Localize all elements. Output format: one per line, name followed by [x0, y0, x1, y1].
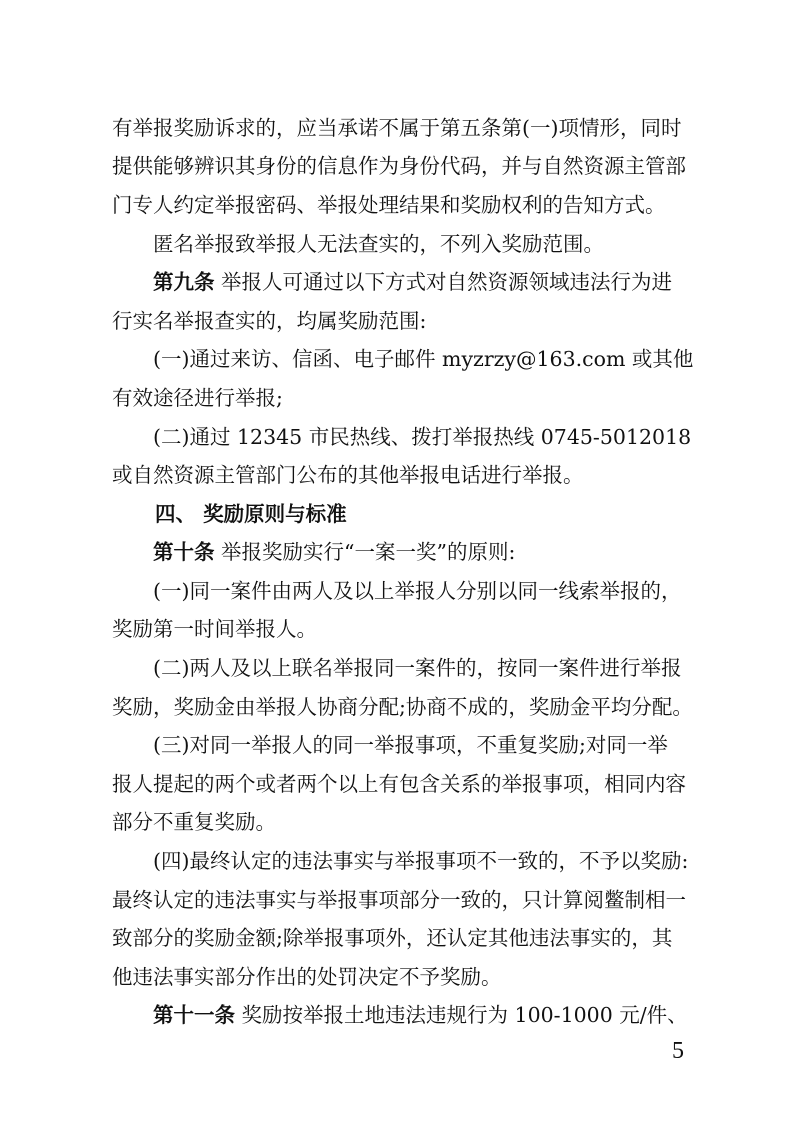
line-text: 门专人约定举报密码、举报处理结果和奖励权利的告知方式。	[112, 193, 666, 217]
text-line	[153, 846, 733, 876]
line-text: (四)最终认定的违法事实与举报事项不一致的，不予以奖励:	[153, 849, 689, 873]
text-line	[153, 422, 733, 452]
line-text: 举报人可通过以下方式对自然资源领域违法行为进	[214, 270, 673, 294]
text-line	[112, 383, 692, 413]
line-text: 或自然资源主管部门公布的其他举报电话进行举报。	[112, 463, 584, 487]
section-heading	[155, 499, 735, 529]
line-text: 有效途径进行举报;	[112, 386, 283, 410]
line-text: 举报奖励实行“一案一奖”的原则:	[214, 540, 516, 564]
line-text: 奖励，奖励金由举报人协商分配;协商不成的，奖励金平均分配。	[112, 695, 693, 719]
text-line	[112, 962, 692, 992]
article-10-line	[153, 537, 733, 567]
text-line	[153, 730, 733, 760]
line-text: (一)通过来访、信函、电子邮件 myzrzy@163.com 或其他	[153, 347, 694, 371]
line-text: 匿名举报致举报人无法查实的，不列入奖励范围。	[153, 232, 604, 256]
article-9-line	[153, 267, 733, 297]
text-line	[112, 807, 692, 837]
text-line	[112, 151, 692, 181]
text-line	[112, 113, 692, 143]
text-line	[112, 885, 692, 915]
line-text: 有举报奖励诉求的，应当承诺不属于第五条第(一)项情形，同时	[112, 116, 682, 140]
text-line	[153, 344, 733, 374]
line-text: 奖励第一时间举报人。	[112, 617, 317, 641]
text-line	[153, 229, 733, 259]
text-line	[112, 460, 692, 490]
article-label: 第十条	[153, 540, 215, 564]
line-text: 四、 奖励原则与标准	[155, 502, 347, 526]
line-text: 报人提起的两个或者两个以上有包含关系的举报事项，相同内容	[112, 772, 686, 796]
line-text: 最终认定的违法事实与举报事项部分一致的，只计算阅鳖制相一	[112, 888, 686, 912]
line-text: (三)对同一举报人的同一举报事项，不重复奖励;对同一举	[153, 733, 668, 757]
article-label: 第十一条	[153, 1003, 235, 1027]
text-line	[112, 614, 692, 644]
line-text: (二)通过 12345 市民热线、拨打举报热线 0745-5012018	[153, 425, 692, 449]
line-text: 部分不重复奖励。	[112, 810, 276, 834]
article-label: 第九条	[153, 270, 215, 294]
text-line	[112, 769, 692, 799]
line-text: 提供能够辨识其身份的信息作为身份代码，并与自然资源主管部	[112, 154, 686, 178]
line-text: 奖励按举报土地违法违规行为 100-1000 元/件、	[235, 1003, 688, 1027]
text-line	[112, 692, 692, 722]
line-text: (二)两人及以上联名举报同一案件的，按同一案件进行举报	[153, 656, 682, 680]
text-line	[112, 306, 692, 336]
line-text: 行实名举报查实的，均属奖励范围:	[112, 309, 427, 333]
line-text: 他违法事实部分作出的处罚决定不予奖励。	[112, 965, 502, 989]
text-line	[153, 653, 733, 683]
article-11-line	[153, 1000, 733, 1030]
text-line	[112, 923, 692, 953]
page-number: 5	[672, 1038, 684, 1064]
line-text: (一)同一案件由两人及以上举报人分别以同一线索举报的，	[153, 579, 682, 603]
text-line	[153, 576, 733, 606]
line-text: 致部分的奖励金额;除举报事项外，还认定其他违法事实的，其	[112, 926, 673, 950]
text-line	[112, 190, 692, 220]
